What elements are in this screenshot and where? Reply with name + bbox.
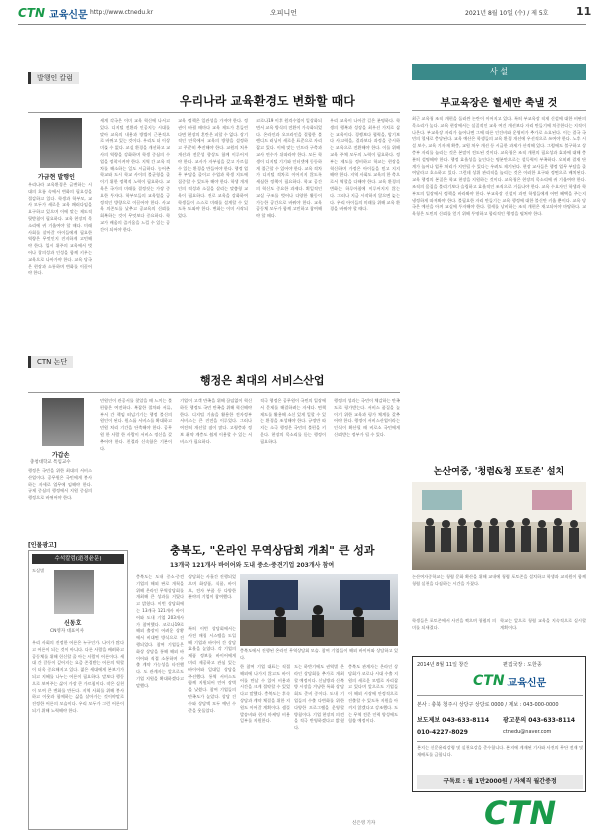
ad-label: 광고문의 xyxy=(503,717,527,724)
feature-photo xyxy=(240,574,398,646)
people-name: 신동호 xyxy=(64,620,82,627)
feature-body-6: 충북도 관계자는 온라인 상담회가 코로나 시대 수출 지원의 새로운 모델로 자리잡고 있다며 앞으로도 기업들이 해외 시장에 안정적으로 진출할 수 있도록 지원을 아끼지 않겠다고 강조했다. 도는 무역 전문 인력 양성에도 힘쓸 예정이다. xyxy=(348,664,398,724)
ad-tel-line xyxy=(503,715,575,724)
publisher-info-box xyxy=(412,656,586,792)
ctn-author-name: 가갑손 xyxy=(52,452,70,459)
publisher-body-4: 코로나19 이후 원격수업이 일상화되면서 교육 방식의 전환이 가속화되었다. 온라인과 오프라인을 결합한 블렌디드 러닝이 새로운 표준으로 자리잡고 있다. 이에 맞는 인프라 구축과 교사 연수가 뒤따라야 한다. 모든 학생이 디지털 기기와 인터넷에 동등하게 접근할 수 있어야 한다. 교육 격차가 디지털 격차로 이어지지 않도록 세심한 정책이 필요하다. 학교 공간의 혁신도 중요한 과제다. 획일적인 교실 구조를 벗어나 다양한 활동이 가능한 공간으로 바꿔야 한다. 교육 공동체 모두가 함께 고민하고 참여해야 할 때다. xyxy=(256,118,322,219)
ctn-body-2: 민원인이 관공서를 찾았을 때 느끼는 불편함은 여전하다. 복잡한 절차와 서류, 부서 간 책임 떠넘기기는 행정 불신의 원인이 된다. 원스톱 서비스를 확대하고 민원 처리 기간을 단축해야 한다. 공무원 한 사람 한 사람이 서비스 정신을 갖추어야 한다. 친절과 신속함은 기본이다. xyxy=(100,398,172,451)
email[interactable]: ctnedu@naver.com xyxy=(503,729,552,735)
feature-subhead: 13개국 121개사 바이어와 도내 중소·중견기업 203개사 참여 xyxy=(170,562,335,569)
logo-ctn: CTN xyxy=(18,6,46,20)
founded-date: 2014년 8월 11일 창간 xyxy=(417,662,469,668)
ad-number[interactable]: 043-633-8114 xyxy=(528,717,576,724)
people-photo xyxy=(54,570,94,614)
header-logo xyxy=(18,4,88,22)
ad-logo-ctn: CTN xyxy=(473,673,505,689)
divider xyxy=(412,110,586,111)
ad-logo-kr: 교육신문 xyxy=(507,677,547,689)
publisher-column-tag: 발행인 칼럼 xyxy=(28,72,79,84)
feature-caption-text: 충북도에서 진행된 온라인 무역상담회 모습. 참여 기업들이 해외 바이어와 상담하고 있다. xyxy=(240,648,398,660)
tel-number[interactable]: 043-633-8114 xyxy=(442,717,490,724)
people-column-tag: [인물광고] xyxy=(28,542,57,549)
logo-kr: 교육신문 xyxy=(49,9,88,21)
ad-notice: 본지는 신문윤리강령 및 실천요강을 준수합니다. 본지에 게재된 기사와 사진의 무단 전재 및 재배포를 금합니다. xyxy=(417,745,583,757)
people-body: 우리 사회의 진정한 어른은 누구인가. 나이가 많다고 어른이 되는 것이 아니다. 다른 사람을 배려하고 공동체를 위해 헌신할 줄 아는 사람이 어른이다. 세대 간 갈등이 깊어지는 요즘 존경받는 어른의 역할이 더욱 중요해지고 있다. 젊은 세대에게 본보기가 되고 지혜를 나누는 어른이 필요하다. 말보다 행동으로 보여주는 삶이 가장 큰 가르침이다. 작은 실천이 모여 큰 변화를 만든다. 지역 사회를 위해 봉사하고 이웃과 함께하는 삶을 살아가는 것이야말로 진정한 어른의 모습이다. 우리 모두가 그런 어른이 되기 위해 노력해야 한다. xyxy=(32,640,124,713)
page-number: 11 xyxy=(576,5,592,18)
publisher-name: 가금현 발행인 xyxy=(38,174,75,181)
divider xyxy=(28,112,400,113)
tel-line xyxy=(417,715,489,724)
header-rule xyxy=(18,24,586,25)
address: 본사 : 충북 청주시 상당구 상당로 0000 / 제보 : 043-000-0000 xyxy=(417,702,559,708)
ctn-body-4: 적극 행정은 공무원이 국민의 입장에서 문제를 해결하려는 자세다. 면책 제도를 활용해 소신 있게 일할 수 있는 환경을 조성해야 한다. 규정만 따지는 소극 행정은 국민의 불편을 키운다. 현장의 목소리를 듣는 행정이 필요하다. xyxy=(260,398,326,444)
photo-news-body-2: 학교는 앞으로 청렴 교육을 지속적으로 실시할 계획이다. xyxy=(500,618,586,630)
publisher-body-5: 우리 교육이 나아갈 길은 분명하다. 학생의 행복과 성장을 최우선 가치로 삼는 교육이다. 경쟁보다 협력을, 암기보다 사고력을, 결과보다 과정을 중시하는 교육으로 전환해야 한다. 이를 위해 교육 주체 모두의 노력이 필요하다. 정부는 제도를 정비하고 학교는 현장을 혁신하며 가정은 아이들을 믿고 지지해야 한다. 지역 사회도 교육의 한 축으로서 역할을 다해야 한다. 교육 환경의 변화는 하루아침에 이루어지지 않는다. 그러나 지금 시작하지 않으면 늦는다. 우리 아이들의 미래를 위해 교육 환경을 바꿔야 할 때다. xyxy=(330,118,400,212)
section-name: 오피니언 xyxy=(270,9,298,17)
people-intro: 도실별 xyxy=(32,568,45,573)
feature-body-1: 충북도는 도내 중소·중견기업의 해외 판로 개척을 위해 온라인 무역상담회를 개최해 큰 성과를 거뒀다고 밝혔다. 이번 상담회에는 13개국 121개사 바이어와 도내 기업 203개사가 참여했다. 코로나19로 해외 출장이 어려운 상황에서 비대면 방식으로 진행되었다. 참여 기업들은 화상 상담을 통해 해외 바이어와 직접 소통하며 수출 계약 가능성을 타진했다. 도 관계자는 앞으로도 기업 지원을 확대하겠다고 말했다. xyxy=(136,574,184,688)
ad-logo xyxy=(473,673,546,689)
publisher-photo xyxy=(40,118,82,168)
ctn-author-role: 충청대학교 특임교수 xyxy=(30,460,71,465)
spacer xyxy=(404,574,408,575)
editorial-body: 최근 교육청 조직 개편을 둘러싼 논란이 이어지고 있다. 특히 부교육장 직제 신설에 대한 비판의 목소리가 높다. 교육 현장에서는 실질적인 교육 여건 개선보다 자리 만들기에 치중한다는 지적이 나온다. 부교육장 자리가 늘어나면 그에 따른 인건비와 운영비가 추가로 소요된다. 이는 결국 국민의 혈세로 충당된다. 교육 예산은 학생들의 교육 환경 개선에 우선적으로 쓰여야 한다. 노후 시설 보수, 교육 기자재 확충, 교원 처우 개선 등 시급한 과제가 산적해 있다. 그럼에도 불구하고 상층부 자리를 늘리는 것은 본말이 전도된 것이다. 교육청은 조직 개편의 필요성과 효과에 대해 충분히 설명해야 한다. 행정 효율성을 높인다는 명분만으로는 설득력이 부족하다. 오히려 결재 단계가 늘어나 업무 처리가 지연될 수 있다는 우려도 제기된다. 현장 교사들은 행정 업무 부담을 줄여달라고 호소하고 있다. 그런데 상위 관리직을 늘리는 것은 이러한 요구와 정면으로 배치된다. 교육 행정의 본질은 학교 현장을 지원하는 것이다. 교육청은 현장의 목소리에 귀 기울여야 한다. 조직의 몸집을 불리기보다 슬림하고 효율적인 조직으로 거듭나야 한다. 교육 수요자인 학생과 학부모의 입장에서 정책을 바라봐야 한다. 부교육장 신설이 과연 학생들에게 어떤 혜택을 주는지 냉정하게 따져봐야 한다. 불필요한 자리 만들기는 교육 행정에 대한 불신만 키울 뿐이다. 교육 당국은 예산을 아껴 교실에 투자해야 한다. 혈세를 낭비하는 조직 개편은 재고되어야 마땅하다. 교육청은 도민의 신뢰를 얻기 위해 투명하고 합리적인 행정을 펼쳐야 한다. xyxy=(412,116,586,217)
editor-in-chief: 편집국장 : 도한종 xyxy=(503,662,542,668)
photo-news-headline: 논산여중, '청렴&청 포토존' 설치 xyxy=(433,467,565,477)
photo-news-image xyxy=(412,482,586,570)
publisher-body-2: 세계 각국은 이미 교육 혁신에 나서고 있다. 디지털 전환과 인공지능 시대를 맞아 교육의 내용과 방법이 근본적으로 바뀌고 있는 것이다. 우리도 더 이상 미룰 수 없다. 교실 환경을 개선하고 교사의 역량을 강화하며 학생 중심의 수업을 정착시켜야 한다. 지역 간 교육 격차를 해소하는 일도 시급하다. 농어촌 학교와 도시 학교 사이의 불균형을 줄이기 위한 정책적 노력이 필요하다. 교육은 국가의 미래를 결정짓는 가장 중요한 투자다. 학부모들의 교육열을 긍정적인 방향으로 이끌어야 한다. 사교육 의존도를 낮추고 공교육의 신뢰를 회복하는 것이 무엇보다 중요하다. 학교가 배움의 즐거움을 느낄 수 있는 공간이 되어야 한다. xyxy=(100,118,170,232)
editorial-tag: 사 설 xyxy=(412,64,586,80)
divider xyxy=(28,392,400,393)
meeting-photo xyxy=(240,574,398,646)
ctn-author-photo xyxy=(42,398,84,446)
ctn-headline: 행정은 최대의 서비스산업 xyxy=(200,374,325,387)
feature-byline: 신은영 기자 xyxy=(352,821,376,826)
ctn-column-tag: CTN 논단 xyxy=(28,356,73,368)
feature-body-2: 상담회는 사흘간 진행되었으며 화장품, 식품, 바이오, 전자 부품 등 다양한 분야의 기업이 참여했다. xyxy=(188,574,236,600)
ctn-body-3: 기업이 고객 만족을 위해 끊임없이 혁신하듯 행정도 국민 만족을 위해 혁신해야 한다. 디지털 기술을 활용한 전자정부 서비스는 큰 진전을 이루었다. 그러나 여전히 개선할 점이 많다. 고령층과 정보 취약 계층도 쉽게 이용할 수 있는 서비스가 필요하다. xyxy=(180,398,252,444)
divider xyxy=(417,741,583,742)
people-role: CN영자 대표이사 xyxy=(50,629,85,634)
photo-news-caption: 논산여자중학교는 청렴 문화 확산을 위해 교내에 청렴 포토존을 설치하고 학생과 교직원이 함께 청렴 실천을 다짐하는 시간을 가졌다. xyxy=(412,574,586,586)
feature-caption xyxy=(240,648,398,662)
footer-logo: CTN xyxy=(484,794,557,832)
ctn-body-1: 행정은 국민을 위한 최대의 서비스산업이다. 공무원은 국민에게 봉사하는 자세로 업무에 임해야 한다. 규제 중심의 행정에서 지원 중심의 행정으로 바뀌어야 한다. xyxy=(28,468,92,501)
subscription: 구독료 : 월 1만2000원 / 자체직 월간증정 xyxy=(417,775,583,789)
feature-body-3: 특히 이번 상담회에서는 사전 매칭 시스템을 도입해 기업과 바이어 간 상담 효율을 높였다. 각 기업의 제품 정보를 바이어에게 미리 제공하고 관심 있는 바이어와 일대일 상담을 주선했다. 통역 서비스도 함께 지원되어 언어 장벽을 낮췄다. 참여 기업들의 만족도가 높았다. 상담 건수와 상담액 모두 예년 수준을 웃돌았다. xyxy=(188,626,236,713)
editorial-headline: 부교육장은 혈세만 축낼 것 xyxy=(440,98,558,109)
publisher-headline: 우리나라 교육환경도 변화할 때다 xyxy=(180,94,355,108)
issue-date: 2021년 8월 10일 (수) / 제 5호 xyxy=(465,10,549,17)
publisher-body-1: 우리나라 교육환경은 급변하는 시대의 흐름 속에서 변화의 필요성을 절감하고 있다. 학생과 학부모, 교사 모두가 새로운 교육 패러다임을 요구하고 있으며 이에 맞는 제도적 뒷받침이 필요하다. 교육 현장의 목소리에 귀 기울여야 할 때다. 미래 사회를 살아갈 아이들에게 필요한 역량은 무엇인지 진지하게 고민해야 한다. 입시 위주의 교육에서 벗어나 창의성과 인성을 함께 키우는 교육으로 나아가야 한다. 교육 당국은 현장과 소통하며 변화를 이끌어야 한다. xyxy=(28,182,92,276)
photo-news-body-1: 학생들은 포토존에서 사진을 찍으며 청렴의 의미를 되새겼다. xyxy=(412,618,496,630)
feature-body-4: 한 참여 기업 대표는 직접 해외에 나가지 않고도 바이어를 만날 수 있어 비용과 시간을 크게 절약할 수 있었다고 말했다. 충북도는 후속 상담과 계약 체결을 위한 지원도 이어갈 계획이다. 샘플 발송비와 현지 마케팅 비용 일부를 지원한다. xyxy=(240,664,290,724)
mobile-number[interactable]: 010-4227-8029 xyxy=(417,729,468,736)
feature-headline: 충북도, "온라인 무역상담회 개최" 큰 성과 xyxy=(170,544,375,557)
people-subhead: 수석칼럼(道경윤문) xyxy=(32,554,124,564)
ctn-body-5: 행정의 성과는 국민이 체감하는 만족도로 평가받는다. 서비스 품질을 높이기 위한 교육과 평가 체계를 갖추어야 한다. 행정이 서비스산업이라는 인식이 확산될 때 비로소 국민에게 신뢰받는 정부가 될 수 있다. xyxy=(334,398,400,437)
publisher-body-3: 교육 정책은 일관성을 가져야 한다. 정권이 바뀔 때마다 교육 제도가 흔들린다면 현장의 혼란은 피할 수 없다. 장기적인 안목에서 교육의 방향을 설정하고 꾸준히 추진해야 한다. 교원의 처우 개선과 전문성 향상도 함께 이루어져야 한다. 교사가 자부심을 갖고 가르칠 수 있는 환경을 만들어야 한다. 행정 업무 부담을 줄이고 수업과 학생 지도에 집중할 수 있도록 해야 한다. 학생 개개인의 적성과 소질을 살리는 맞춤형 교육이 필요하다. 진로 교육을 강화하여 학생들이 스스로 미래를 설계할 수 있도록 도와야 한다. 변화는 이미 시작되었다. xyxy=(178,118,248,219)
students-photo xyxy=(412,482,586,570)
header-url[interactable]: http://www.ctnedu.kr xyxy=(90,9,154,16)
feature-body-5: 도는 하반기에도 권역별 온라인 상담회를 추가로 개최할 예정이다. 신남방과 신북방 시장을 겨냥한 특화 상담회도 준비 중이다. 도내 기업들의 수출 다변화를 위한 다양한 프로그램을 운영할 방침이다. 기업 현장의 의견을 적극 반영하겠다고 밝혔다. xyxy=(294,664,344,731)
divider xyxy=(417,695,583,696)
tel-label: 보도제보 xyxy=(417,717,441,724)
